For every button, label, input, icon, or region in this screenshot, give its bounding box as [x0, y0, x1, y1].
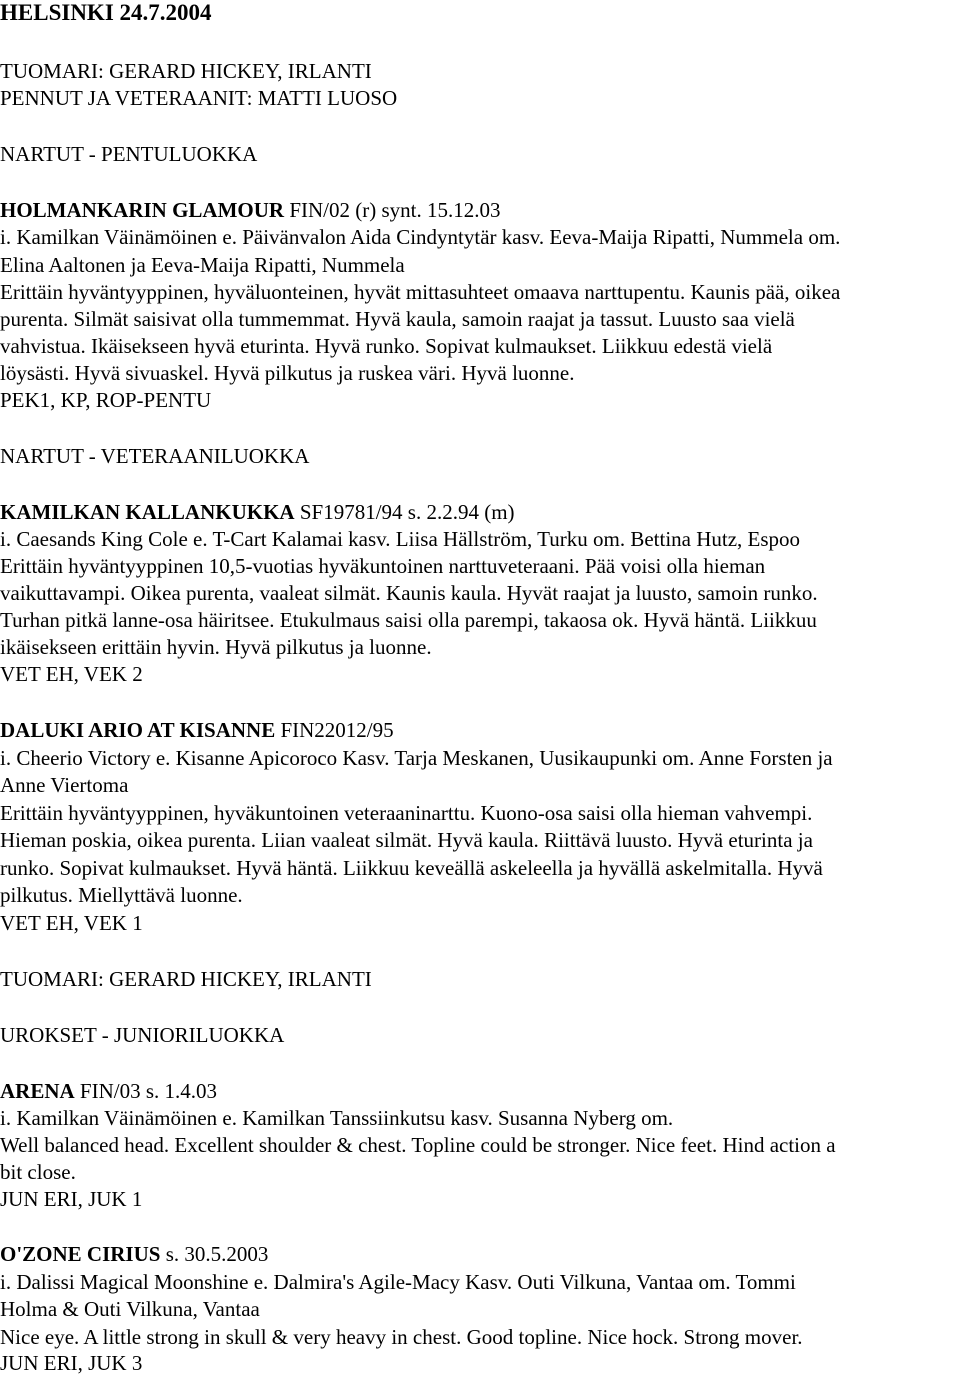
critique-line: vahvistua. Ikäisekseen hyvä eturinta. Hyvä runko. Sopivat kulmaukset. Liikkuu edestä vielä [0, 334, 773, 358]
dog-name: O'ZONE CIRIUS [0, 1242, 161, 1266]
result-line: PEK1, KP, ROP-PENTU [0, 388, 212, 412]
registration-info: FIN/02 (r) synt. 15.12.03 [284, 198, 501, 222]
entry-title [0, 717, 394, 743]
critique-line: ikäisekseen erittäin hyvin. Hyvä pilkutus ja luonne. [0, 635, 432, 659]
critique-line: Erittäin hyväntyyppinen, hyväkuntoinen veteraaninarttu. Kuono-osa saisi olla hieman vahvempi. [0, 801, 813, 825]
result-line: VET EH, VEK 1 [0, 911, 143, 935]
entry-title [0, 1078, 217, 1104]
judge-heading: TUOMARI: GERARD HICKEY, IRLANTI [0, 967, 372, 991]
registration-info: FIN22012/95 [275, 718, 394, 742]
pedigree-line: i. Kamilkan Väinämöinen e. Kamilkan Tanssiinkutsu kasv. Susanna Nyberg om. [0, 1106, 674, 1130]
critique-line: löysästi. Hyvä sivuaskel. Hyvä pilkutus ja ruskea väri. Hyvä luonne. [0, 361, 575, 385]
class-heading: NARTUT - PENTULUOKKA [0, 142, 258, 166]
pedigree-line: i. Kamilkan Väinämöinen e. Päivänvalon Aida Cindyntytär kasv. Eeva-Maija Ripatti, Nummela om. [0, 225, 841, 249]
owner-line: Holma & Outi Vilkuna, Vantaa [0, 1297, 260, 1321]
result-line: VET EH, VEK 2 [0, 662, 143, 686]
result-line: JUN ERI, JUK 1 [0, 1187, 143, 1211]
result-line: JUN ERI, JUK 3 [0, 1351, 143, 1375]
dog-name: KAMILKAN KALLANKUKKA [0, 500, 295, 524]
registration-info: s. 30.5.2003 [160, 1242, 269, 1266]
pedigree-line: i. Caesands King Cole e. T-Cart Kalamai kasv. Liisa Hällström, Turku om. Bettina Hutz, Espoo [0, 527, 801, 551]
critique-line: Nice eye. A little strong in skull & very heavy in chest. Good topline. Nice hock. Strong mover. [0, 1325, 803, 1349]
critique-line: pilkutus. Miellyttävä luonne. [0, 883, 243, 907]
critique-line: purenta. Silmät saisivat olla tummemmat. Hyvä kaula, samoin raajat ja tassut. Luusto saa vielä [0, 307, 795, 331]
entry-title [0, 499, 515, 525]
critique-line: runko. Sopivat kulmaukset. Hyvä häntä. Liikkuu keveällä askeleella ja hyvällä askelmitalla. Hyvä [0, 856, 823, 880]
critique-line: Hieman poskia, oikea purenta. Liian vaaleat silmät. Hyvä kaula. Riittävä luusto. Hyvä eturinta ja [0, 828, 813, 852]
dog-name: ARENA [0, 1079, 75, 1103]
class-heading: NARTUT - VETERAANILUOKKA [0, 444, 310, 468]
class-heading: UROKSET - JUNIORILUOKKA [0, 1023, 285, 1047]
page-title: HELSINKI 24.7.2004 [0, 0, 212, 25]
judge-heading: TUOMARI: GERARD HICKEY, IRLANTI [0, 59, 372, 83]
entry-title [0, 1241, 268, 1267]
pedigree-line: i. Cheerio Victory e. Kisanne Apicoroco Kasv. Tarja Meskanen, Uusikaupunki om. Anne Forsten ja [0, 746, 833, 770]
pedigree-line: i. Dalissi Magical Moonshine e. Dalmira's Agile-Macy Kasv. Outi Vilkuna, Vantaa om. Tommi [0, 1270, 796, 1294]
critique-line: Erittäin hyväntyyppinen 10,5-vuotias hyväkuntoinen narttuveteraani. Pää voisi olla hieman [0, 554, 766, 578]
owner-line: Anne Viertoma [0, 773, 129, 797]
owner-line: Elina Aaltonen ja Eeva-Maija Ripatti, Nummela [0, 253, 405, 277]
critique-line: bit close. [0, 1160, 76, 1184]
registration-info: SF19781/94 s. 2.2.94 (m) [294, 500, 515, 524]
entry-title [0, 197, 501, 223]
critique-line: Turhan pitkä lanne-osa häiritsee. Etukulmaus saisi olla parempi, takaosa ok. Hyvä häntä. Liikkuu [0, 608, 817, 632]
critique-line: Erittäin hyväntyyppinen, hyväluonteinen, hyvät mittasuhteet omaava narttupentu. Kaunis pää, oikea [0, 280, 841, 304]
dog-name: HOLMANKARIN GLAMOUR [0, 198, 285, 222]
judge-heading-puppies-veterans: PENNUT JA VETERAANIT: MATTI LUOSO [0, 86, 398, 110]
critique-line: vaikuttavampi. Oikea purenta, vaaleat silmät. Kaunis kaula. Hyvät raajat ja luusto, samoin runko. [0, 581, 818, 605]
critique-line: Well balanced head. Excellent shoulder & chest. Topline could be stronger. Nice feet. Hind action a [0, 1133, 836, 1157]
registration-info: FIN/03 s. 1.4.03 [74, 1079, 218, 1103]
dog-name: DALUKI ARIO AT KISANNE [0, 718, 276, 742]
